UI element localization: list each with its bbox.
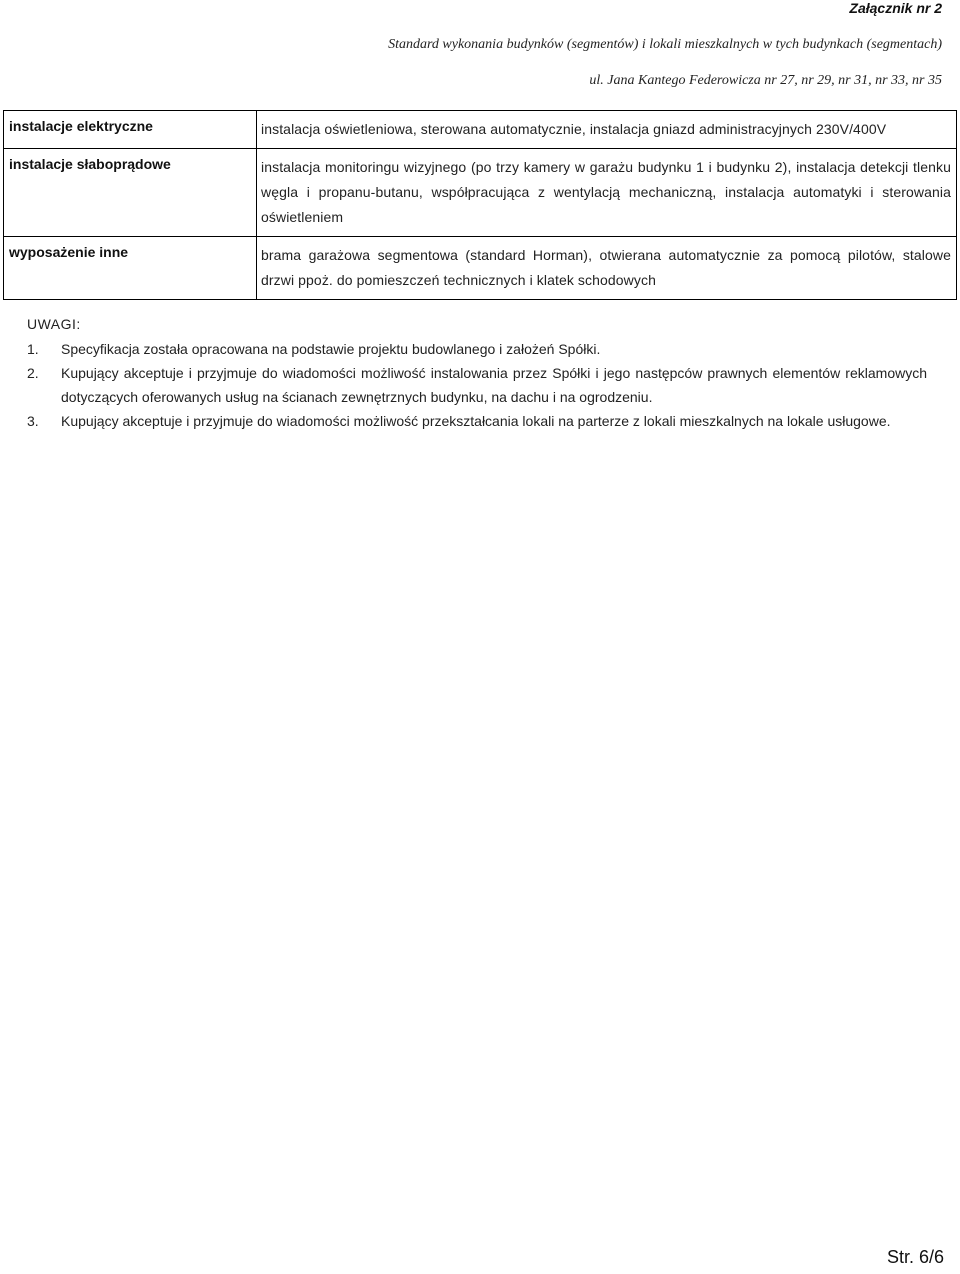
note-number: 1. xyxy=(27,341,39,357)
table-row xyxy=(4,149,957,237)
row-label: instalacje słaboprądowe xyxy=(4,149,257,237)
note-item xyxy=(27,361,927,409)
note-text: Kupujący akceptuje i przyjmuje do wiadomości możliwość instalowania przez Spółki i jego następców prawnych elementów reklamowych dotyczących oferowanych usług na ścianach zewnętrznych budynku, na dachu i na ogrodzeniu. xyxy=(61,365,927,405)
row-label: wyposażenie inne xyxy=(4,237,257,300)
attachment-label: Załącznik nr 2 xyxy=(849,0,942,16)
note-item xyxy=(27,337,927,361)
address-line: ul. Jana Kantego Federowicza nr 27, nr 29, nr 31, nr 33, nr 35 xyxy=(589,73,942,88)
row-description: brama garażowa segmentowa (standard Horman), otwierana automatycznie za pomocą pilotów, stalowe drzwi ppoż. do pomieszczeń technicznych i klatek schodowych xyxy=(257,237,957,300)
row-description: instalacja monitoringu wizyjnego (po trzy kamery w garażu budynku 1 i budynku 2), instalacja detekcji tlenku węgla i propanu-butanu, współpracująca z wentylacją mechaniczną, instalacja automatyki i sterowania oświetleniem xyxy=(257,149,957,237)
specification-table xyxy=(3,110,957,300)
notes-section xyxy=(27,313,927,433)
note-item xyxy=(27,409,927,433)
note-text: Kupujący akceptuje i przyjmuje do wiadomości możliwość przekształcania lokali na parterze z lokali mieszkalnych na lokale usługowe. xyxy=(61,413,891,429)
row-description: instalacja oświetleniowa, sterowana automatycznie, instalacja gniazd administracyjnych 230V/400V xyxy=(257,111,957,149)
note-number: 3. xyxy=(27,413,39,429)
page-number: Str. 6/6 xyxy=(886,1247,944,1267)
row-label: instalacje elektryczne xyxy=(4,111,257,149)
table-row xyxy=(4,111,957,149)
document-title: Standard wykonania budynków (segmentów) i lokali mieszkalnych w tych budynkach (segmentach) xyxy=(388,37,942,52)
note-text: Specyfikacja została opracowana na podstawie projektu budowlanego i założeń Spółki. xyxy=(61,341,601,357)
note-number: 2. xyxy=(27,365,39,381)
notes-title: UWAGI: xyxy=(27,316,81,332)
table-row xyxy=(4,237,957,300)
